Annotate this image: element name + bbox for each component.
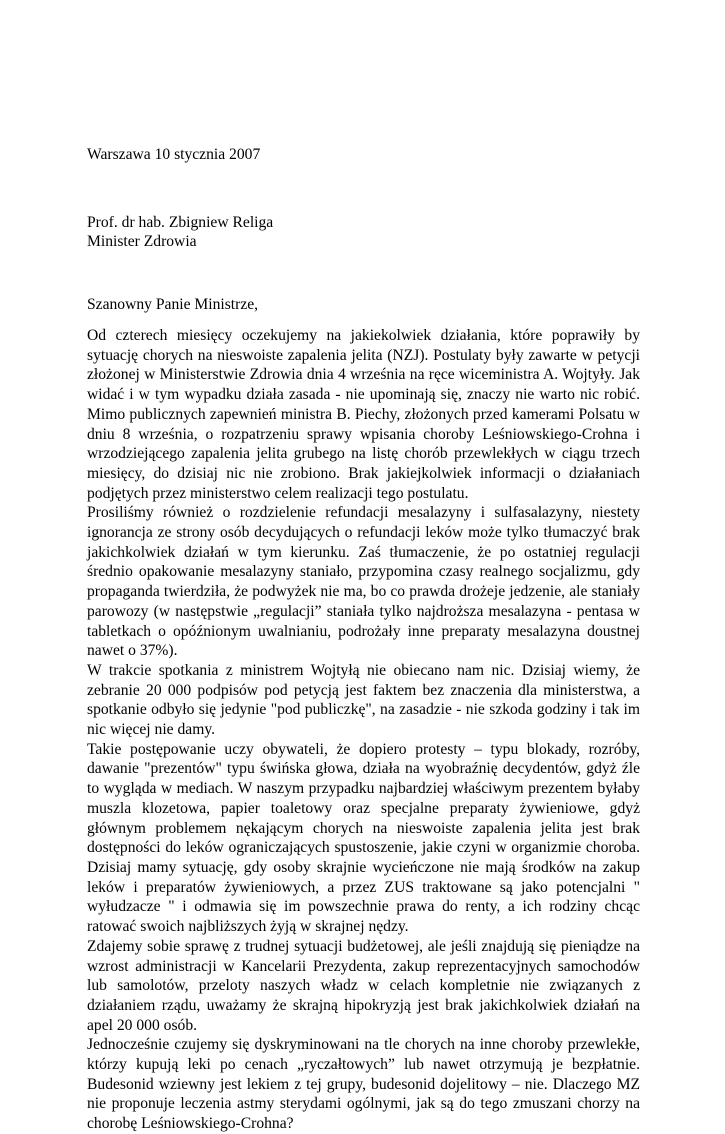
recipient-name: Prof. dr hab. Zbigniew Religa [87, 214, 274, 231]
recipient-block [87, 213, 273, 251]
body-paragraph: Prosiliśmy również o rozdzielenie refundacji mesalazyny i sulfasalazyny, niestety ignorancja ze strony osób decydujących o refundacji leków może tylko tłumaczyć brak jakichkolwiek działań w tym kierunku. Zaś tłumaczenie, że po ostatniej regulacji średnio opakowanie mesalazyny staniało, przypomina czasy realnego socjalizmu, gdy propaganda twierdziła, że podwyżek nie ma, bo co prawda drożeje jedzenie, ale staniały parowozy (w następstwie „regulacji” staniała tylko najdroższa mesalazyna - pentasa w tabletkach o opóźnionym uwalnianiu, podrożały inne preparaty mesalazyna doustnej nawet o 37%). [87, 504, 640, 660]
body-paragraph: Zdajemy sobie sprawę z trudnej sytuacji budżetowej, ale jeśli znajdują się pieniądze na wzrost administracji w Kancelarii Prezydenta, zakup reprezentacyjnych samochodów lub samolotów, przeloty naszych władz w celach kompletnie nie związanych z działaniem rządu, uważamy że skrajną hipokryzją jest brak jakichkolwiek działań na apel 20 000 osób. [87, 937, 640, 1034]
body-paragraph: Jednocześnie czujemy się dyskryminowani na tle chorych na inne choroby przewlekłe, którzy kupują leki po cenach „ryczałtowych” lub nawet otrzymują je bezpłatnie. Budesonid wziewny jest lekiem z tej grupy, budesonid dojelitowy – nie. Dlaczego MZ nie proponuje leczenia astmy sterydami ogólnymi, jak są do tego zmuszani chorzy na chorobę Leśniowskiego-Crohna? [87, 1036, 640, 1133]
body-paragraph: Od czterech miesięcy oczekujemy na jakiekolwiek działania, które poprawiły by sytuację chorych na nieswoiste zapalenia jelita (NZJ). Postulaty były zawarte w petycji złożonej w Ministerstwie Zdrowia dnia 4 września na ręce wiceministra A. Wojtyły. Jak widać i w tym wypadku działa zasada - nie upominają się, znaczy nie warto nic robić. Mimo publicznych zapewnień ministra B. Piechy, złożonych przed kamerami Polsatu w dniu 8 września, o rozpatrzeniu sprawy wpisania choroby Leśniowskiego-Crohna i wrzodziejącego zapalenia jelita grubego na listę chorób przewlekłych w ciągu trzech miesięcy, do dzisiaj nic nie zrobiono. Brak jakiejkolwiek informacji o działaniach podjętych przez ministerstwo celem realizacji tego postulatu. [87, 327, 640, 502]
body-paragraph: Takie postępowanie uczy obywateli, że dopiero protesty – typu blokady, rozróby, dawanie "prezentów" typu świńska głowa, działa na wyobraźnię decydentów, gdyż źle to wygląda w mediach. W naszym przypadku najbardziej właściwym prezentem byłaby muszla klozetowa, papier toaletowy oraz specjalne preparaty żywieniowe, gdyż głównym problemem nękającym chorych na nieswoiste zapalenia jelita jest brak dostępności do leków ograniczających spustoszenie, jakie czyni w organizmie choroba. Dzisiaj mamy sytuację, gdy osoby skrajnie wycieńczone nie mają środków na zakup leków i preparatów żywieniowych, a przez ZUS traktowane są jako potencjalni " wyłudzacze " i odmawia się im powszechnie prawa do renty, a ich rodziny chcąc ratować swoich najbliższych żyją w skrajnej nędzy. [87, 740, 640, 936]
body-paragraph: W trakcie spotkania z ministrem Wojtyłą nie obiecano nam nic. Dzisiaj wiemy, że zebranie 20 000 podpisów pod petycją jest faktem bez znaczenia dla ministerstwa, a spotkanie odbyło się jedynie "pod publiczkę", na zasadzie - nie szkoda godziny i tak im nic więcej nie damy. [87, 661, 640, 739]
recipient-title: Minister Zdrowia [87, 233, 197, 250]
letter-date: Warszawa 10 stycznia 2007 [87, 146, 261, 163]
letter-greeting: Szanowny Panie Ministrze, [87, 296, 259, 313]
letter-body [87, 326, 640, 1134]
